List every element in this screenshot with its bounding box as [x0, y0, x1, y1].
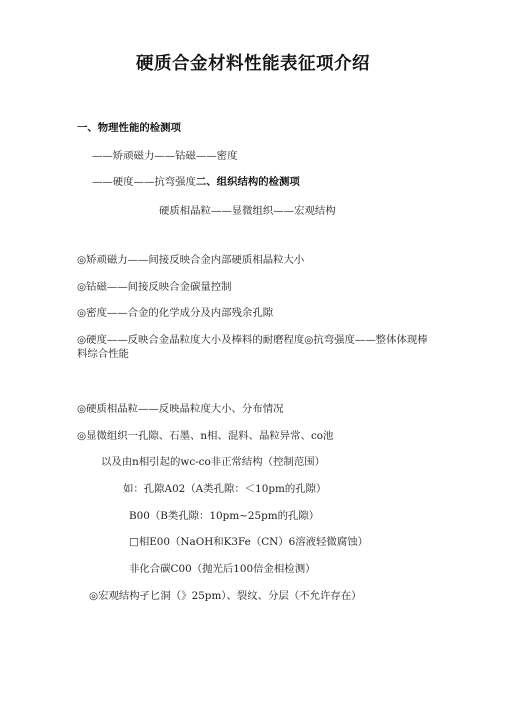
item-cobalt-magnetic: ◎钴磁——间接反映合金碳量控制	[77, 281, 232, 293]
micro-sub3: B00（B类孔隙：10pm~25pm的孔隙）	[129, 510, 320, 522]
section2-line1: 硬质相晶粒——显微组织——宏观结构	[159, 205, 336, 217]
micro-sub2: 如：孔隙A02（A类孔隙：＜10pm的孔隙）	[123, 483, 327, 495]
micro-sub5: 非化合碳C00（抛光后100倍金相检测）	[129, 563, 316, 575]
document-title: 硬质合金材料性能表征项介绍	[136, 54, 370, 74]
section1-heading: 一、物理性能的检测项	[77, 122, 181, 134]
micro-sub4: □相E00（NaOH和K3Fe（CN）6溶液轻微腐蚀）	[129, 536, 368, 548]
micro-sub1: 以及由n相引起的wc-co非正常结构（控制范围）	[101, 456, 326, 468]
section2-heading: 二、组织结构的检测项	[195, 176, 300, 188]
section1-line1: ——矫顽磁力——钴磁——密度	[92, 150, 238, 162]
section1-line2-text: ——硬度——抗弯强度	[92, 176, 196, 188]
item-microstructure: ◎显微组织一孔隙、石墨、n相、混料、晶粒异常、co池	[77, 430, 334, 442]
item-coercivity: ◎矫顽磁力——间接反映合金内部硬质相晶粒大小	[77, 254, 305, 266]
section1-line2	[92, 175, 300, 189]
item-density: ◎密度——合金的化学成分及内部残余孔隙	[77, 307, 274, 319]
item-grain: ◎硬质相晶粒——反映晶粒度大小、分布情况	[77, 403, 284, 415]
item-macrostructure: ◎宏观结构孑匕洞（》25pm）、裂纹、分层（不允许存在）	[89, 590, 362, 602]
item-hardness-strength: ◎硬度——反映合金晶粒度大小及棒料的耐磨程度◎抗弯强度——整体体现棒料综合性能	[77, 334, 428, 360]
